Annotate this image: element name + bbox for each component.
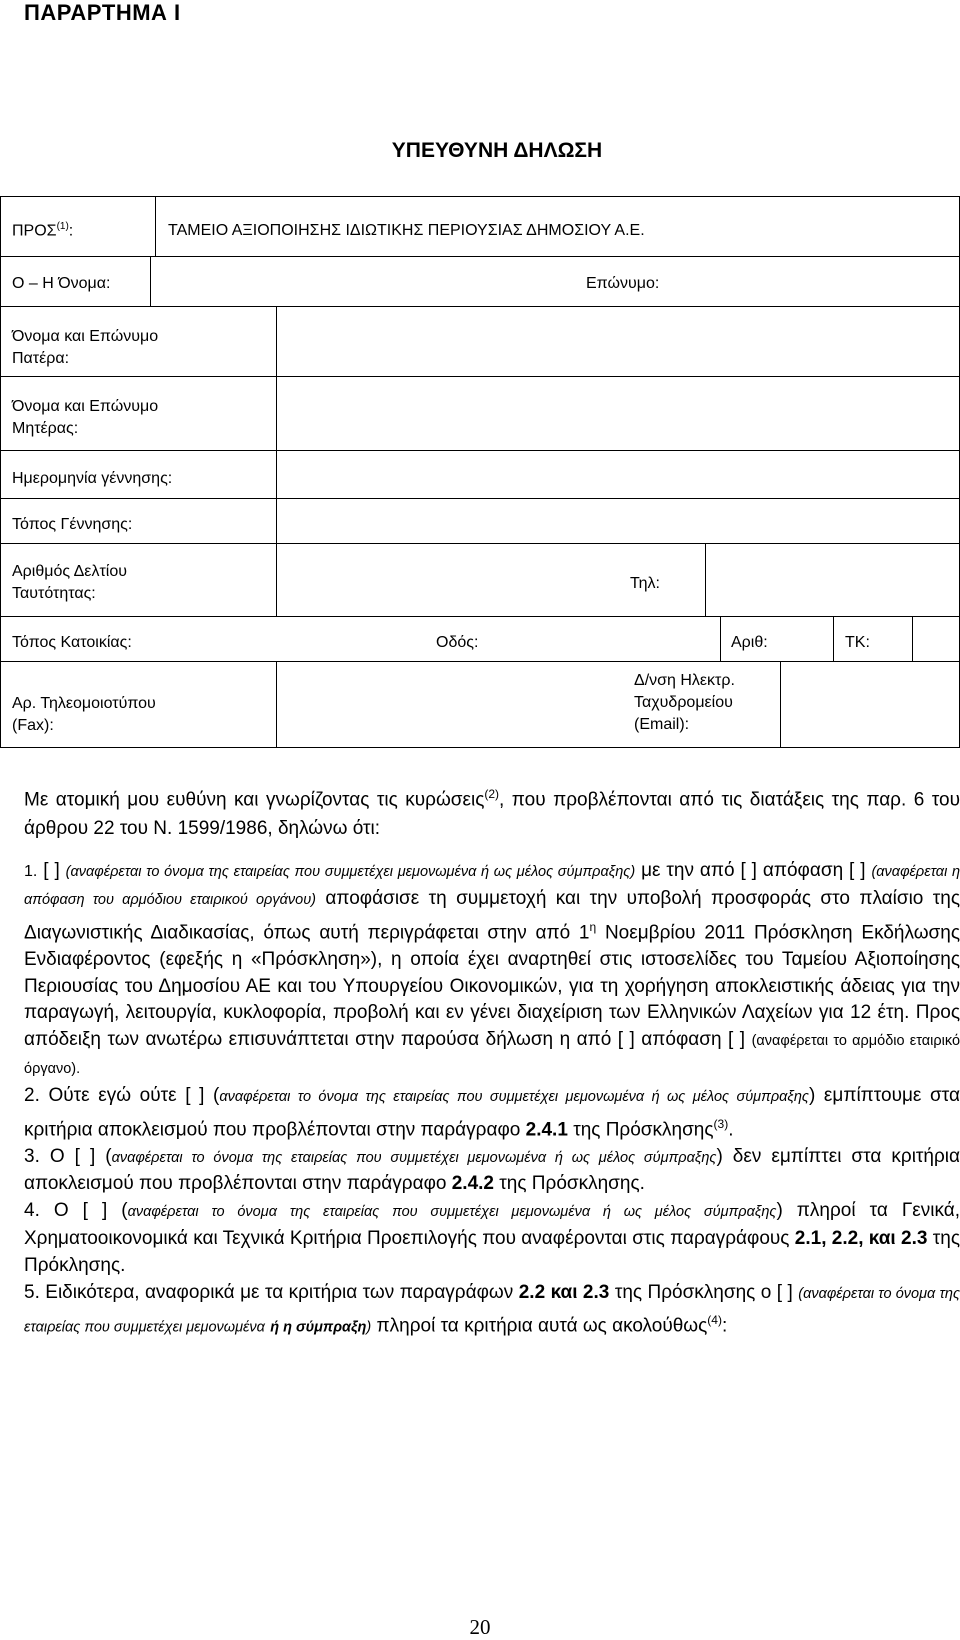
- fax-label: Αρ. Τηλεομοιοτύπου (Fax):: [12, 695, 156, 734]
- item-5: 5. Ειδικότερα, αναφορικά με τα κριτήρια των παραγράφων 2.2 και 2.3 της Πρόσκλησης ο [ ] (αναφέρεται το όνομα της εταιρείας που συμμετέχει μεμονωμένα ή η σύμπραξη) πληροί τα κριτήρια αυτά ως ακολούθως$^{(4)}$:: [24, 1281, 960, 1337]
- form-line: [780, 661, 781, 748]
- form-line: [0, 306, 960, 307]
- form-line: [705, 543, 706, 616]
- annex-heading: ΠΑΡΑΡΤΗΜΑ Ι: [24, 0, 181, 25]
- form-line: [0, 498, 960, 499]
- id-label: Αριθμός Δελτίου Ταυτότητας:: [12, 563, 127, 602]
- form-line: [720, 616, 721, 661]
- declaration-form: [0, 196, 960, 748]
- birthdate-label: Ημερομηνία γέννησης:: [12, 470, 173, 487]
- to-value: ΤΑΜΕΙΟ ΑΞΙΟΠΟΙΗΣΗΣ ΙΔΙΩΤΙΚΗΣ ΠΕΡΙΟΥΣΙΑΣ ΔΗΜΟΣΙΟΥ Α.Ε.: [168, 222, 645, 239]
- item-4: 4. Ο [ ] (αναφέρεται το όνομα της εταιρείας που συμμετέχει μεμονωμένα ή ως μέλος σύμπραξης) πληροί τα Γενικά, Χρηματοοικονομικά και Τεχνικά Κριτήρια Προεπιλογής που αναφέρονται στις παραγράφους 2.1, 2.2, και 2.3 της Πρόκλησης.: [24, 1200, 960, 1276]
- page-number: 20: [469, 1615, 491, 1639]
- form-line: [0, 196, 960, 197]
- item-3: 3. Ο [ ] (αναφέρεται το όνομα της εταιρείας που συμμετέχει μεμονωμένα ή ως μέλος σύμπραξης) δεν εμπίπτει στα κριτήρια αποκλεισμού που προβλέπονται στην παράγραφο 2.4.2 της Πρόσκλησης.: [24, 1145, 960, 1195]
- street-label: Οδός:: [436, 634, 479, 651]
- declaration-items: [24, 858, 960, 1342]
- residence-label: Τόπος Κατοικίας:: [12, 634, 132, 651]
- form-line: [0, 616, 960, 617]
- number-label: Αριθ:: [731, 634, 768, 651]
- name-label: Ο – Η Όνομα:: [12, 275, 111, 292]
- form-line: [0, 450, 960, 451]
- form-line: [155, 196, 156, 256]
- form-line: [0, 543, 960, 544]
- item-1: 1. [ ] (αναφέρεται το όνομα της εταιρείας που συμμετέχει μεμονωμένα ή ως μέλος σύμπραξης) με την από [ ] απόφαση [ ] (αναφέρεται η απόφαση του αρμόδιου εταιρικού οργάνου) αποφάσισε τη συμμετοχή και την υποβολή προσφοράς στο πλαίσιο της Διαγωνιστικής Διαδικασίας, όπως αυτή περιγράφεται στην από $1^\eta$ Νοεμβρίου 2011 Πρόσκληση Εκδήλωσης Ενδιαφέροντος (εφεξής η «Πρόσκληση»), η οποία έχει αναρτηθεί στις ιστοσελίδες του Ταμείου Αξιοποίησης Περιουσίας του Δημοσίου ΑΕ και του Υπουργείου Οικονομικών, για τη χορήγηση αποκλειστικής άδειας για την παραγωγή, λειτουργία, κυκλοφορία, προβολή και εν γένει διαχείριση των Ελληνικών Λαχείων για 12 έτη. Προς απόδειξη των ανωτέρω επισυνάπτεται στην παρούσα δήλωση η από [ ] απόφαση [ ] (αναφέρεται το αρμόδιο εταιρικό όργανο).: [24, 860, 960, 1077]
- to-label: ΠΡΟΣ$^{(1)}$:: [12, 221, 74, 240]
- zip-label: ΤΚ:: [845, 634, 870, 651]
- declaration-lead: Με ατομική μου ευθύνη και γνωρίζοντας τις κυρώσεις$^{(2)}$, που προβλέπονται από τις διατάξεις της παρ. 6 του άρθρου 22 του Ν. 1599/1986, δηλώνω ότι:: [24, 787, 960, 840]
- form-line: [0, 747, 960, 748]
- phone-label: Τηλ:: [630, 575, 660, 592]
- form-line: [0, 196, 1, 748]
- mother-label: Όνομα και Επώνυμο Μητέρας:: [12, 398, 159, 437]
- birthplace-label: Τόπος Γέννησης:: [12, 516, 133, 533]
- document-title: ΥΠΕΥΘΥΝΗ ΔΗΛΩΣΗ: [391, 139, 603, 162]
- surname-label: Επώνυμο:: [586, 275, 660, 292]
- form-line: [276, 661, 277, 748]
- form-line: [0, 376, 960, 377]
- form-line: [0, 661, 960, 662]
- father-label: Όνομα και Επώνυμο Πατέρα:: [12, 328, 159, 367]
- form-line: [150, 256, 151, 306]
- email-label: Δ/νση Ηλεκτρ. Ταχυδρομείου (Email):: [634, 672, 735, 733]
- form-line: [276, 306, 277, 616]
- item-2: 2. Ούτε εγώ ούτε [ ] (αναφέρεται το όνομα της εταιρείας που συμμετέχει μεμονωμένα ή ως μέλος σύμπραξης) εμπίπτουμε στα κριτήρια αποκλεισμού που προβλέπονται στην παράγραφο 2.4.1 της Πρόσκλησης$^{(3)}$.: [24, 1084, 960, 1140]
- form-line: [833, 616, 834, 661]
- form-line: [0, 256, 960, 257]
- form-line: [912, 616, 913, 661]
